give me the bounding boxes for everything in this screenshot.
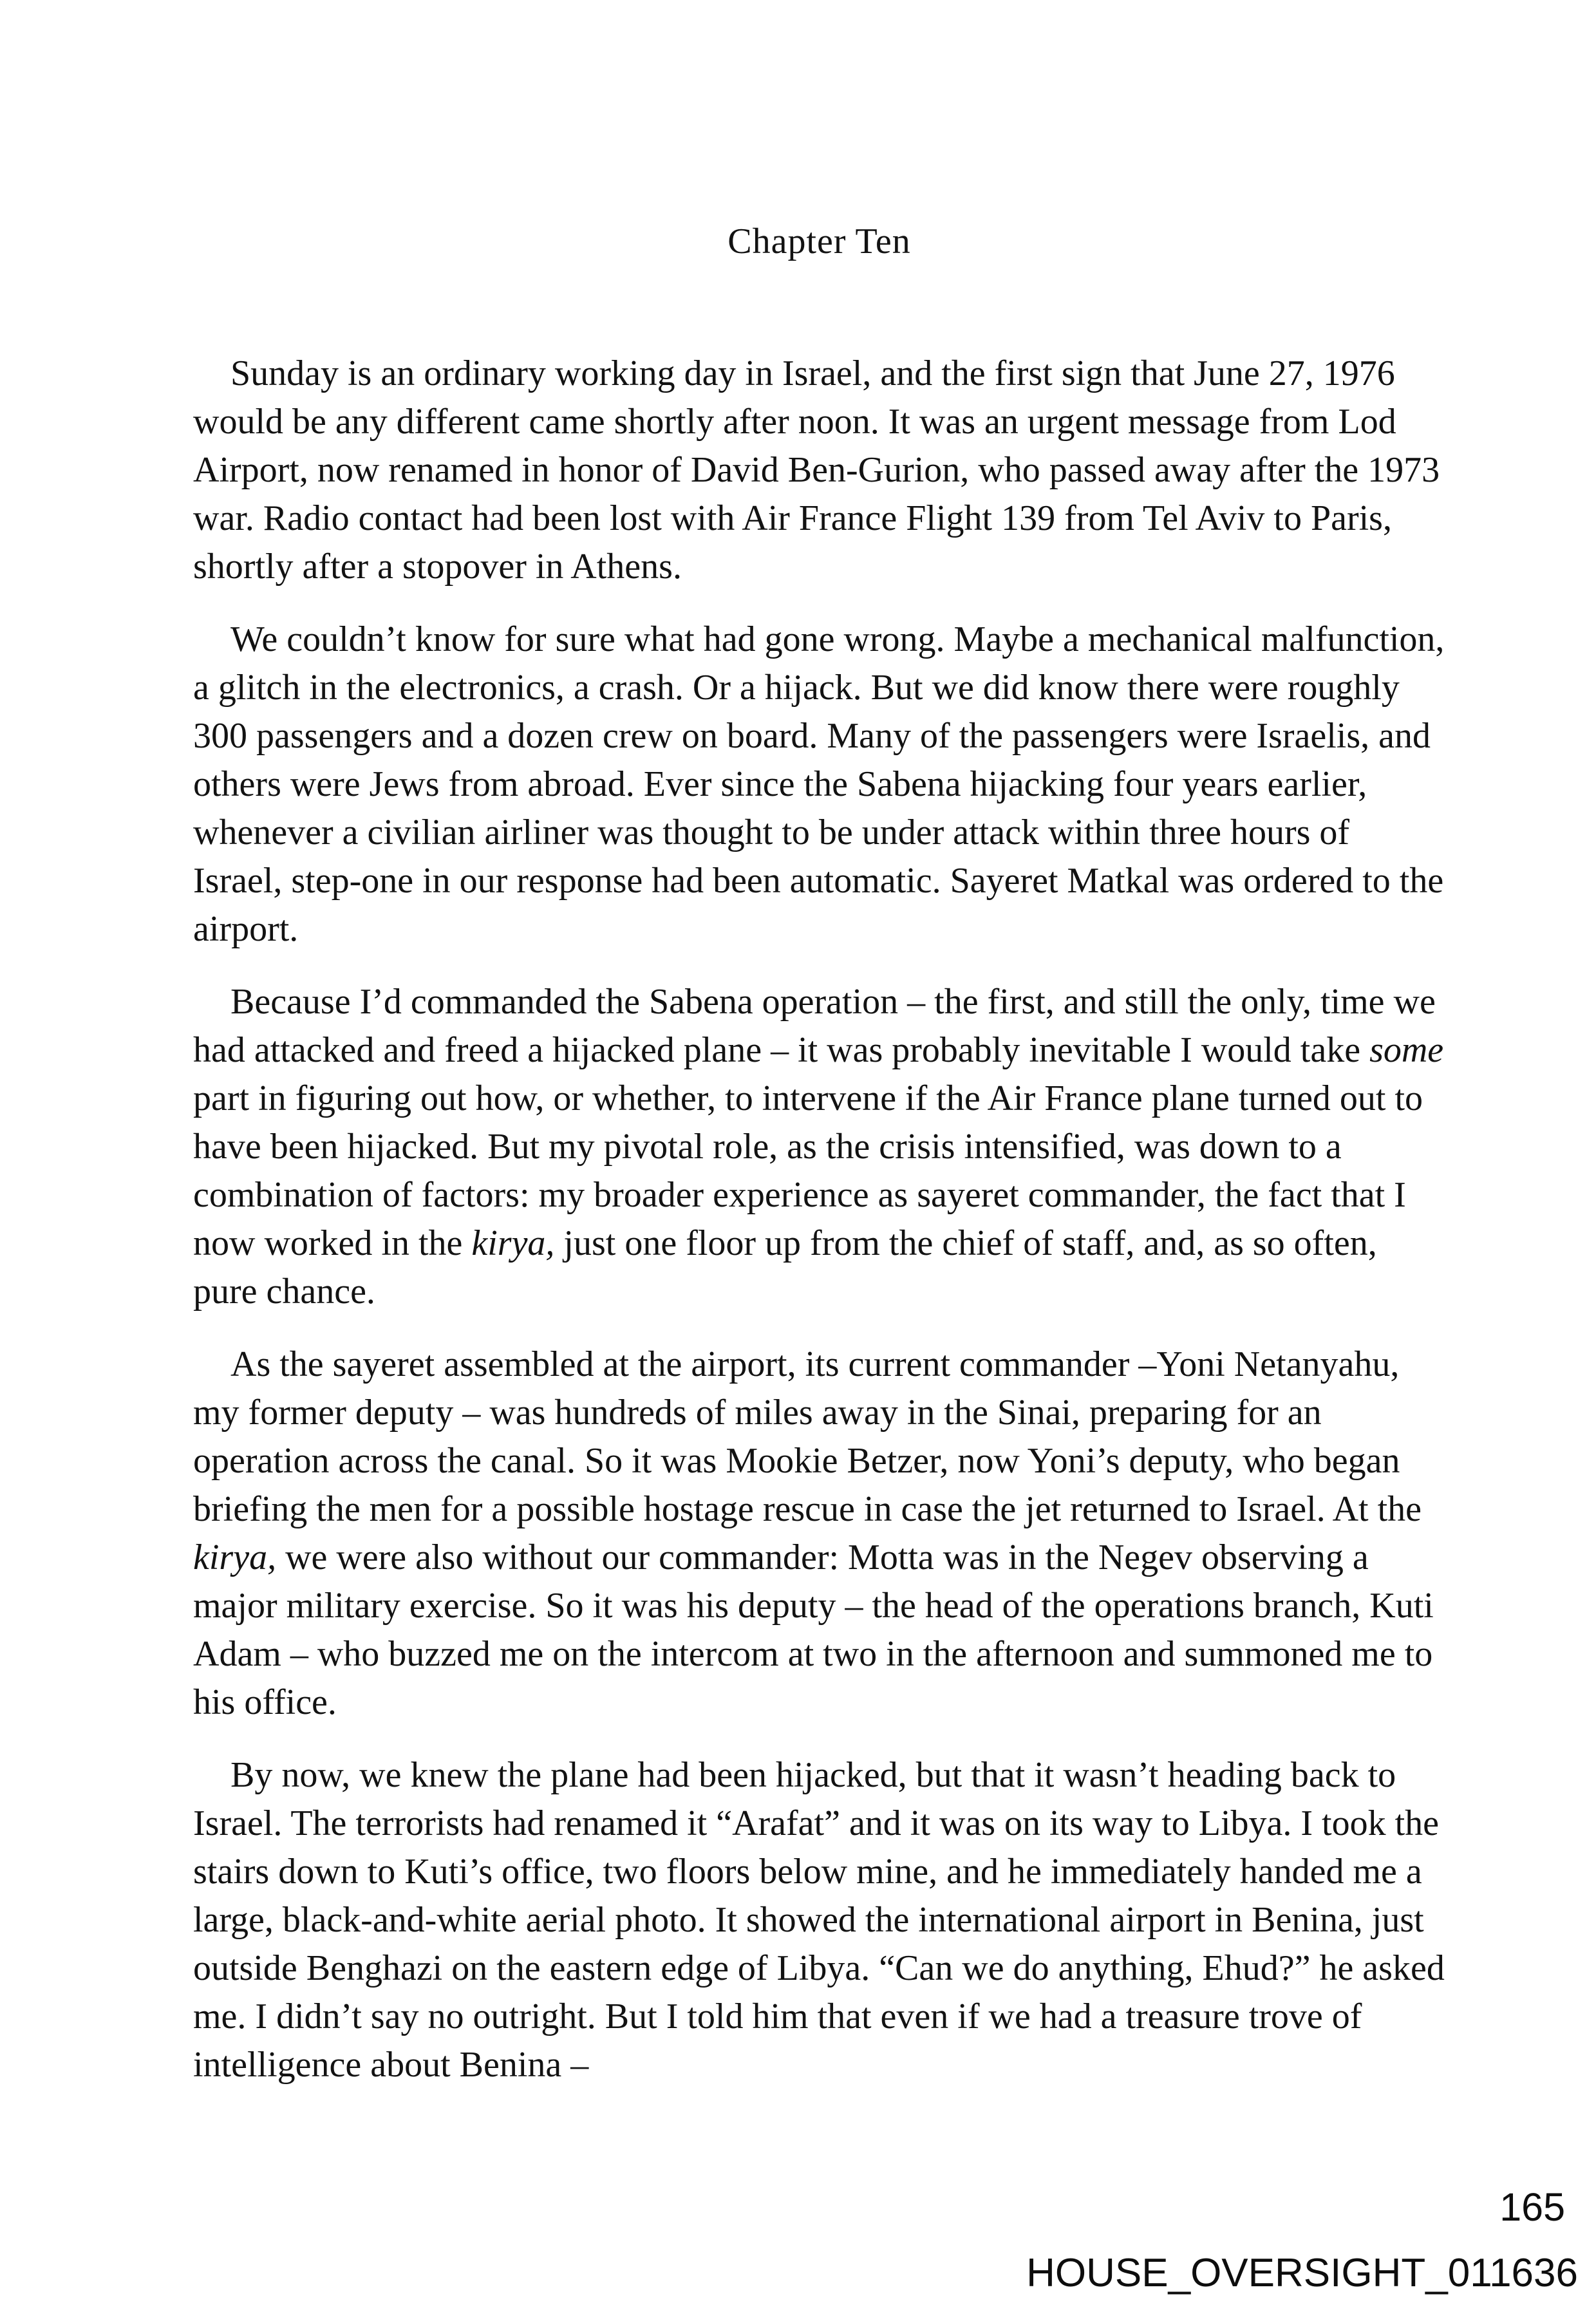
paragraph	[193, 978, 1445, 1316]
bates-stamp-id: HOUSE_OVERSIGHT_011636	[1026, 2251, 1578, 2295]
text-run: We couldn’t know for sure what had gone wrong. Maybe a mechanical malfunction, a glitch in the electronics, a crash. Or a hijack. But we did know there were roughly 300 passengers and a dozen crew on board. Many of the passengers were Israelis, and others were Jews from abroad. Ever since the Sabena hijacking four years earlier, whenever a civilian airliner was thought to be under attack within three hours of Israel, step-one in our response had been automatic. Sayeret Matkal was ordered to the airport.	[193, 619, 1445, 949]
text-run: Sunday is an ordinary working day in Israel, and the first sign that June 27, 1976 would be any different came shortly after noon. It was an urgent message from Lod Airport, now renamed in honor of David Ben-Gurion, who passed away after the 1973 war. Radio contact had been lost with Air France Flight 139 from Tel Aviv to Paris, shortly after a stopover in Athens.	[193, 353, 1440, 587]
text-run: Because I’d commanded the Sabena operation – the first, and still the only, time we had attacked and freed a hijacked plane – it was probably inevitable I would take	[193, 982, 1436, 1070]
body-text	[193, 350, 1445, 2089]
page-number: 165	[1499, 2185, 1565, 2229]
italic-text-run: kirya,	[193, 1537, 277, 1577]
text-run: we were also without our commander: Motta was in the Negev observing a major military exercise. So it was his deputy – the head of the operations branch, Kuti Adam – who buzzed me on the intercom at two in the afternoon and summoned me to his office.	[193, 1537, 1434, 1722]
paragraph	[193, 1340, 1445, 1727]
italic-text-run: some	[1369, 1030, 1444, 1070]
chapter-title: Chapter Ten	[728, 221, 911, 261]
paragraph	[193, 616, 1445, 954]
text-run: just one floor up from the chief of staff, and, as so often, pure chance.	[193, 1223, 1377, 1311]
text-run: part in figuring out how, or whether, to intervene if the Air France plane turned out to have been hijacked. But my pivotal role, as the crisis intensified, was down to a combination of factors: my broader experience as sayeret commander, the fact that I now worked in the	[193, 1078, 1423, 1263]
italic-text-run: kirya,	[471, 1223, 555, 1263]
text-run: By now, we knew the plane had been hijacked, but that it wasn’t heading back to Israel. The terrorists had renamed it “Arafat” and it was on its way to Libya. I took the stairs down to Kuti’s office, two floors below mine, and he immediately handed me a large, black-and-white aerial photo. It showed the international airport in Benina, just outside Benghazi on the eastern edge of Libya. “Can we do anything, Ehud?” he asked me. I didn’t say no outright. But I told him that even if we had a treasure trove of intelligence about Benina –	[193, 1755, 1445, 2085]
text-run: As the sayeret assembled at the airport, its current commander –Yoni Netanyahu, my former deputy – was hundreds of miles away in the Sinai, preparing for an operation across the canal. So it was Mookie Betzer, now Yoni’s deputy, who began briefing the men for a possible hostage rescue in case the jet returned to Israel. At the	[193, 1344, 1422, 1529]
paragraph	[193, 350, 1445, 591]
paragraph	[193, 1751, 1445, 2089]
